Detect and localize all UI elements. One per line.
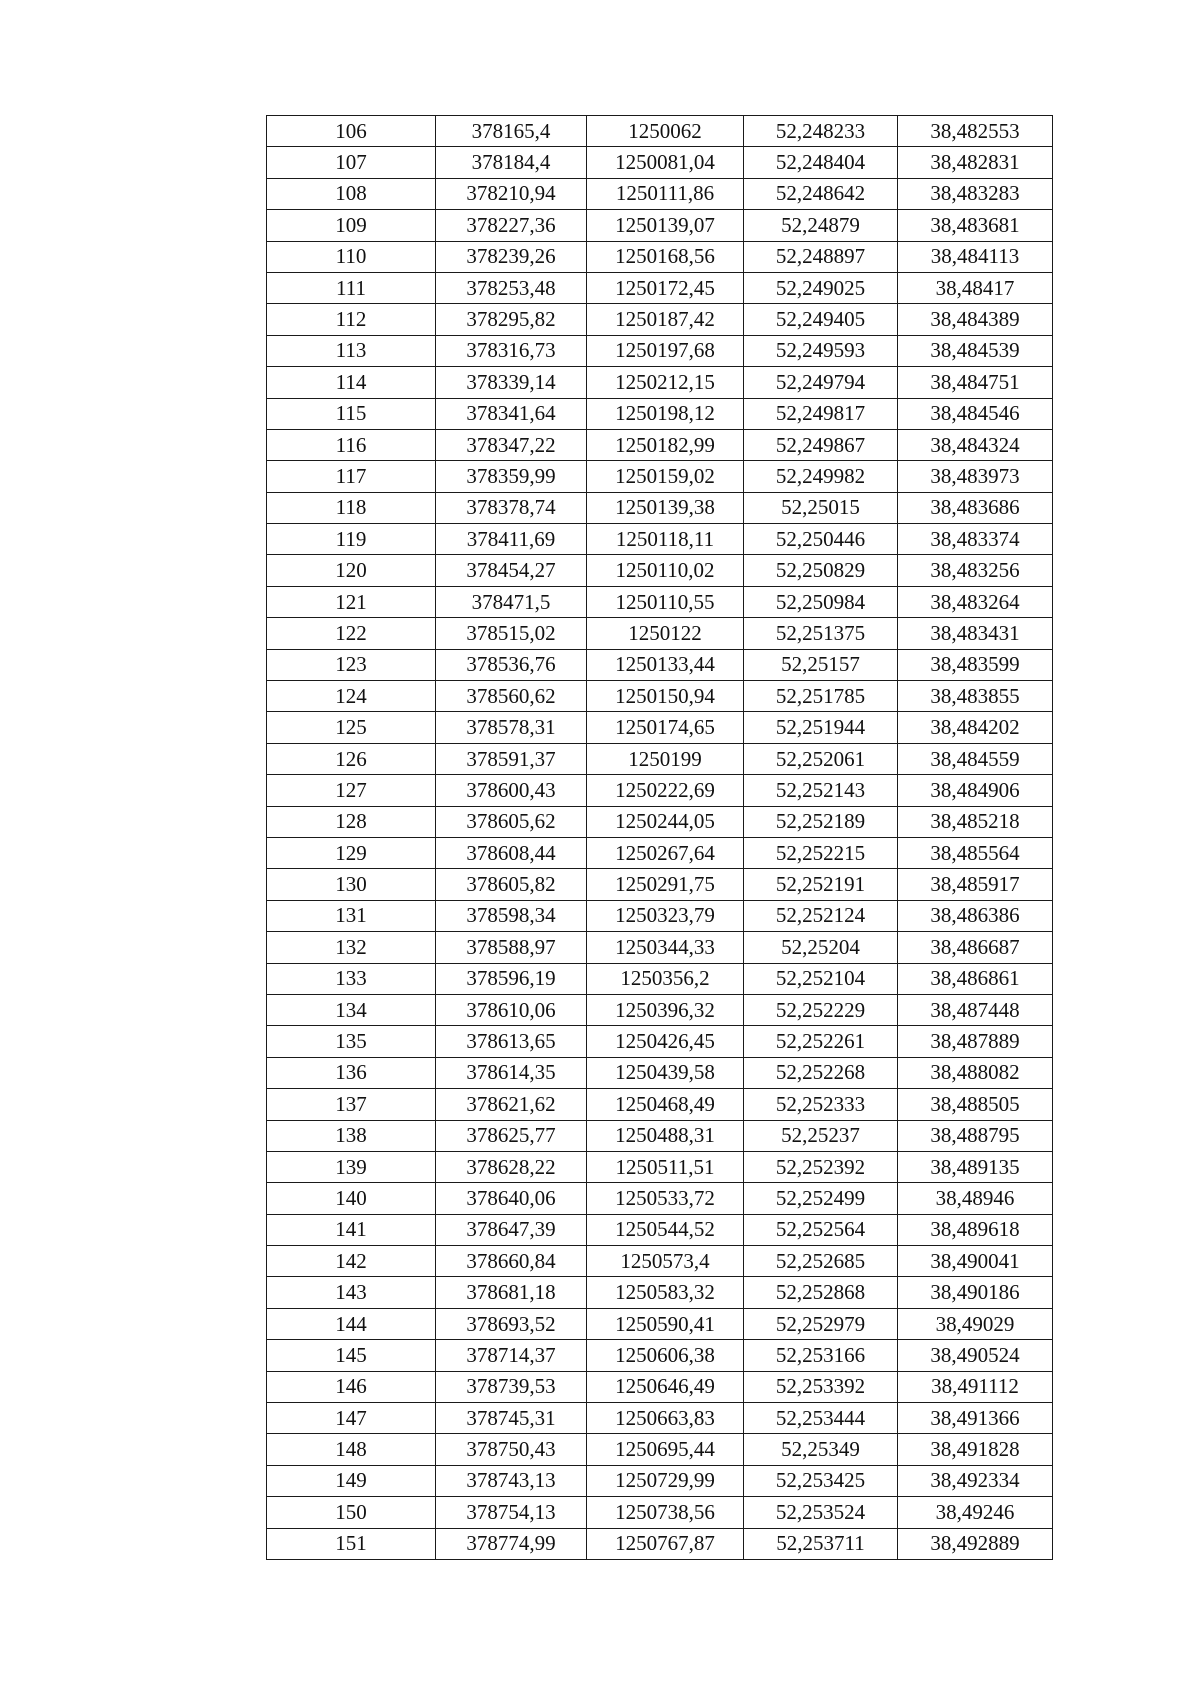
latitude-cell: 52,251944 xyxy=(744,712,898,743)
longitude-cell: 38,491112 xyxy=(898,1371,1053,1402)
point-number-cell: 132 xyxy=(267,932,436,963)
x-coordinate-cell: 378681,18 xyxy=(436,1277,587,1308)
table-row xyxy=(267,1120,1053,1151)
x-coordinate-cell: 378341,64 xyxy=(436,398,587,429)
latitude-cell: 52,252191 xyxy=(744,869,898,900)
longitude-cell: 38,482553 xyxy=(898,116,1053,147)
y-coordinate-cell: 1250199 xyxy=(587,743,744,774)
longitude-cell: 38,483599 xyxy=(898,649,1053,680)
longitude-cell: 38,484389 xyxy=(898,304,1053,335)
latitude-cell: 52,249025 xyxy=(744,272,898,303)
point-number-cell: 123 xyxy=(267,649,436,680)
latitude-cell: 52,252061 xyxy=(744,743,898,774)
x-coordinate-cell: 378210,94 xyxy=(436,178,587,209)
x-coordinate-cell: 378253,48 xyxy=(436,272,587,303)
y-coordinate-cell: 1250646,49 xyxy=(587,1371,744,1402)
latitude-cell: 52,252215 xyxy=(744,837,898,868)
table-row xyxy=(267,241,1053,272)
latitude-cell: 52,252868 xyxy=(744,1277,898,1308)
y-coordinate-cell: 1250439,58 xyxy=(587,1057,744,1088)
table-row xyxy=(267,1434,1053,1465)
point-number-cell: 116 xyxy=(267,429,436,460)
x-coordinate-cell: 378184,4 xyxy=(436,147,587,178)
table-row xyxy=(267,1308,1053,1339)
longitude-cell: 38,484324 xyxy=(898,429,1053,460)
table-row xyxy=(267,210,1053,241)
y-coordinate-cell: 1250583,32 xyxy=(587,1277,744,1308)
y-coordinate-cell: 1250182,99 xyxy=(587,429,744,460)
longitude-cell: 38,490186 xyxy=(898,1277,1053,1308)
coordinates-table xyxy=(266,115,1053,1560)
table-row xyxy=(267,1528,1053,1559)
point-number-cell: 128 xyxy=(267,806,436,837)
point-number-cell: 135 xyxy=(267,1026,436,1057)
longitude-cell: 38,491366 xyxy=(898,1403,1053,1434)
x-coordinate-cell: 378471,5 xyxy=(436,586,587,617)
point-number-cell: 134 xyxy=(267,994,436,1025)
y-coordinate-cell: 1250695,44 xyxy=(587,1434,744,1465)
longitude-cell: 38,482831 xyxy=(898,147,1053,178)
x-coordinate-cell: 378605,62 xyxy=(436,806,587,837)
point-number-cell: 121 xyxy=(267,586,436,617)
x-coordinate-cell: 378625,77 xyxy=(436,1120,587,1151)
table-row xyxy=(267,1089,1053,1120)
longitude-cell: 38,487889 xyxy=(898,1026,1053,1057)
longitude-cell: 38,485917 xyxy=(898,869,1053,900)
table-row xyxy=(267,304,1053,335)
longitude-cell: 38,484559 xyxy=(898,743,1053,774)
y-coordinate-cell: 1250323,79 xyxy=(587,900,744,931)
point-number-cell: 137 xyxy=(267,1089,436,1120)
table-row xyxy=(267,775,1053,806)
x-coordinate-cell: 378598,34 xyxy=(436,900,587,931)
table-row xyxy=(267,272,1053,303)
point-number-cell: 119 xyxy=(267,524,436,555)
point-number-cell: 108 xyxy=(267,178,436,209)
longitude-cell: 38,488795 xyxy=(898,1120,1053,1151)
point-number-cell: 114 xyxy=(267,367,436,398)
latitude-cell: 52,250446 xyxy=(744,524,898,555)
latitude-cell: 52,248404 xyxy=(744,147,898,178)
latitude-cell: 52,252499 xyxy=(744,1183,898,1214)
longitude-cell: 38,483374 xyxy=(898,524,1053,555)
point-number-cell: 141 xyxy=(267,1214,436,1245)
point-number-cell: 139 xyxy=(267,1151,436,1182)
longitude-cell: 38,486687 xyxy=(898,932,1053,963)
coordinates-table-body xyxy=(267,116,1053,1560)
x-coordinate-cell: 378411,69 xyxy=(436,524,587,555)
longitude-cell: 38,489618 xyxy=(898,1214,1053,1245)
longitude-cell: 38,485564 xyxy=(898,837,1053,868)
table-row xyxy=(267,1214,1053,1245)
table-row xyxy=(267,994,1053,1025)
table-row xyxy=(267,461,1053,492)
y-coordinate-cell: 1250062 xyxy=(587,116,744,147)
latitude-cell: 52,25157 xyxy=(744,649,898,680)
x-coordinate-cell: 378750,43 xyxy=(436,1434,587,1465)
latitude-cell: 52,252229 xyxy=(744,994,898,1025)
latitude-cell: 52,253711 xyxy=(744,1528,898,1559)
longitude-cell: 38,483264 xyxy=(898,586,1053,617)
latitude-cell: 52,252104 xyxy=(744,963,898,994)
latitude-cell: 52,25349 xyxy=(744,1434,898,1465)
table-row xyxy=(267,116,1053,147)
latitude-cell: 52,253166 xyxy=(744,1340,898,1371)
y-coordinate-cell: 1250168,56 xyxy=(587,241,744,272)
point-number-cell: 122 xyxy=(267,618,436,649)
longitude-cell: 38,483431 xyxy=(898,618,1053,649)
y-coordinate-cell: 1250212,15 xyxy=(587,367,744,398)
latitude-cell: 52,252189 xyxy=(744,806,898,837)
longitude-cell: 38,484906 xyxy=(898,775,1053,806)
longitude-cell: 38,490041 xyxy=(898,1246,1053,1277)
latitude-cell: 52,248642 xyxy=(744,178,898,209)
x-coordinate-cell: 378610,06 xyxy=(436,994,587,1025)
table-row xyxy=(267,932,1053,963)
x-coordinate-cell: 378693,52 xyxy=(436,1308,587,1339)
longitude-cell: 38,483973 xyxy=(898,461,1053,492)
y-coordinate-cell: 1250344,33 xyxy=(587,932,744,963)
point-number-cell: 142 xyxy=(267,1246,436,1277)
point-number-cell: 125 xyxy=(267,712,436,743)
latitude-cell: 52,25015 xyxy=(744,492,898,523)
longitude-cell: 38,49246 xyxy=(898,1497,1053,1528)
y-coordinate-cell: 1250118,11 xyxy=(587,524,744,555)
x-coordinate-cell: 378745,31 xyxy=(436,1403,587,1434)
y-coordinate-cell: 1250110,55 xyxy=(587,586,744,617)
y-coordinate-cell: 1250488,31 xyxy=(587,1120,744,1151)
x-coordinate-cell: 378660,84 xyxy=(436,1246,587,1277)
x-coordinate-cell: 378560,62 xyxy=(436,681,587,712)
latitude-cell: 52,251785 xyxy=(744,681,898,712)
x-coordinate-cell: 378588,97 xyxy=(436,932,587,963)
longitude-cell: 38,489135 xyxy=(898,1151,1053,1182)
y-coordinate-cell: 1250187,42 xyxy=(587,304,744,335)
x-coordinate-cell: 378647,39 xyxy=(436,1214,587,1245)
longitude-cell: 38,483855 xyxy=(898,681,1053,712)
table-row xyxy=(267,429,1053,460)
y-coordinate-cell: 1250111,86 xyxy=(587,178,744,209)
x-coordinate-cell: 378640,06 xyxy=(436,1183,587,1214)
latitude-cell: 52,252268 xyxy=(744,1057,898,1088)
x-coordinate-cell: 378743,13 xyxy=(436,1465,587,1496)
table-row xyxy=(267,963,1053,994)
table-row xyxy=(267,586,1053,617)
y-coordinate-cell: 1250197,68 xyxy=(587,335,744,366)
point-number-cell: 145 xyxy=(267,1340,436,1371)
longitude-cell: 38,485218 xyxy=(898,806,1053,837)
longitude-cell: 38,484539 xyxy=(898,335,1053,366)
y-coordinate-cell: 1250081,04 xyxy=(587,147,744,178)
x-coordinate-cell: 378591,37 xyxy=(436,743,587,774)
x-coordinate-cell: 378600,43 xyxy=(436,775,587,806)
longitude-cell: 38,483256 xyxy=(898,555,1053,586)
latitude-cell: 52,24879 xyxy=(744,210,898,241)
latitude-cell: 52,252143 xyxy=(744,775,898,806)
table-row xyxy=(267,1151,1053,1182)
point-number-cell: 127 xyxy=(267,775,436,806)
longitude-cell: 38,491828 xyxy=(898,1434,1053,1465)
x-coordinate-cell: 378347,22 xyxy=(436,429,587,460)
latitude-cell: 52,252979 xyxy=(744,1308,898,1339)
y-coordinate-cell: 1250159,02 xyxy=(587,461,744,492)
x-coordinate-cell: 378605,82 xyxy=(436,869,587,900)
point-number-cell: 150 xyxy=(267,1497,436,1528)
latitude-cell: 52,25237 xyxy=(744,1120,898,1151)
y-coordinate-cell: 1250133,44 xyxy=(587,649,744,680)
latitude-cell: 52,252685 xyxy=(744,1246,898,1277)
longitude-cell: 38,483283 xyxy=(898,178,1053,209)
table-row xyxy=(267,649,1053,680)
y-coordinate-cell: 1250150,94 xyxy=(587,681,744,712)
latitude-cell: 52,252392 xyxy=(744,1151,898,1182)
table-row xyxy=(267,681,1053,712)
table-row xyxy=(267,555,1053,586)
x-coordinate-cell: 378714,37 xyxy=(436,1340,587,1371)
y-coordinate-cell: 1250139,07 xyxy=(587,210,744,241)
longitude-cell: 38,484751 xyxy=(898,367,1053,398)
point-number-cell: 129 xyxy=(267,837,436,868)
point-number-cell: 124 xyxy=(267,681,436,712)
longitude-cell: 38,484113 xyxy=(898,241,1053,272)
point-number-cell: 148 xyxy=(267,1434,436,1465)
point-number-cell: 149 xyxy=(267,1465,436,1496)
latitude-cell: 52,248897 xyxy=(744,241,898,272)
point-number-cell: 138 xyxy=(267,1120,436,1151)
x-coordinate-cell: 378239,26 xyxy=(436,241,587,272)
y-coordinate-cell: 1250222,69 xyxy=(587,775,744,806)
table-row xyxy=(267,1371,1053,1402)
latitude-cell: 52,248233 xyxy=(744,116,898,147)
table-row xyxy=(267,492,1053,523)
x-coordinate-cell: 378339,14 xyxy=(436,367,587,398)
y-coordinate-cell: 1250606,38 xyxy=(587,1340,744,1371)
table-row xyxy=(267,618,1053,649)
x-coordinate-cell: 378316,73 xyxy=(436,335,587,366)
latitude-cell: 52,250829 xyxy=(744,555,898,586)
latitude-cell: 52,249593 xyxy=(744,335,898,366)
table-row xyxy=(267,1057,1053,1088)
longitude-cell: 38,487448 xyxy=(898,994,1053,1025)
longitude-cell: 38,483686 xyxy=(898,492,1053,523)
x-coordinate-cell: 378774,99 xyxy=(436,1528,587,1559)
y-coordinate-cell: 1250663,83 xyxy=(587,1403,744,1434)
longitude-cell: 38,492334 xyxy=(898,1465,1053,1496)
point-number-cell: 110 xyxy=(267,241,436,272)
table-row xyxy=(267,178,1053,209)
x-coordinate-cell: 378454,27 xyxy=(436,555,587,586)
latitude-cell: 52,249867 xyxy=(744,429,898,460)
y-coordinate-cell: 1250590,41 xyxy=(587,1308,744,1339)
x-coordinate-cell: 378515,02 xyxy=(436,618,587,649)
latitude-cell: 52,249405 xyxy=(744,304,898,335)
point-number-cell: 118 xyxy=(267,492,436,523)
table-row xyxy=(267,1340,1053,1371)
table-row xyxy=(267,1497,1053,1528)
longitude-cell: 38,488505 xyxy=(898,1089,1053,1120)
point-number-cell: 115 xyxy=(267,398,436,429)
longitude-cell: 38,48417 xyxy=(898,272,1053,303)
table-row xyxy=(267,1403,1053,1434)
x-coordinate-cell: 378596,19 xyxy=(436,963,587,994)
longitude-cell: 38,483681 xyxy=(898,210,1053,241)
latitude-cell: 52,249817 xyxy=(744,398,898,429)
table-row xyxy=(267,335,1053,366)
latitude-cell: 52,253524 xyxy=(744,1497,898,1528)
table-row xyxy=(267,1277,1053,1308)
point-number-cell: 146 xyxy=(267,1371,436,1402)
table-row xyxy=(267,837,1053,868)
y-coordinate-cell: 1250244,05 xyxy=(587,806,744,837)
latitude-cell: 52,249794 xyxy=(744,367,898,398)
point-number-cell: 131 xyxy=(267,900,436,931)
x-coordinate-cell: 378754,13 xyxy=(436,1497,587,1528)
latitude-cell: 52,252261 xyxy=(744,1026,898,1057)
point-number-cell: 126 xyxy=(267,743,436,774)
y-coordinate-cell: 1250122 xyxy=(587,618,744,649)
longitude-cell: 38,484202 xyxy=(898,712,1053,743)
y-coordinate-cell: 1250729,99 xyxy=(587,1465,744,1496)
table-row xyxy=(267,712,1053,743)
point-number-cell: 130 xyxy=(267,869,436,900)
y-coordinate-cell: 1250291,75 xyxy=(587,869,744,900)
table-row xyxy=(267,1183,1053,1214)
latitude-cell: 52,250984 xyxy=(744,586,898,617)
x-coordinate-cell: 378739,53 xyxy=(436,1371,587,1402)
latitude-cell: 52,252124 xyxy=(744,900,898,931)
table-row xyxy=(267,367,1053,398)
x-coordinate-cell: 378378,74 xyxy=(436,492,587,523)
longitude-cell: 38,490524 xyxy=(898,1340,1053,1371)
table-row xyxy=(267,1246,1053,1277)
y-coordinate-cell: 1250174,65 xyxy=(587,712,744,743)
y-coordinate-cell: 1250544,52 xyxy=(587,1214,744,1245)
table-row xyxy=(267,806,1053,837)
latitude-cell: 52,249982 xyxy=(744,461,898,492)
point-number-cell: 143 xyxy=(267,1277,436,1308)
longitude-cell: 38,484546 xyxy=(898,398,1053,429)
point-number-cell: 117 xyxy=(267,461,436,492)
x-coordinate-cell: 378578,31 xyxy=(436,712,587,743)
point-number-cell: 109 xyxy=(267,210,436,241)
longitude-cell: 38,486386 xyxy=(898,900,1053,931)
x-coordinate-cell: 378295,82 xyxy=(436,304,587,335)
latitude-cell: 52,253444 xyxy=(744,1403,898,1434)
latitude-cell: 52,252333 xyxy=(744,1089,898,1120)
latitude-cell: 52,25204 xyxy=(744,932,898,963)
point-number-cell: 111 xyxy=(267,272,436,303)
table-row xyxy=(267,1026,1053,1057)
y-coordinate-cell: 1250110,02 xyxy=(587,555,744,586)
x-coordinate-cell: 378613,65 xyxy=(436,1026,587,1057)
table-row xyxy=(267,743,1053,774)
latitude-cell: 52,252564 xyxy=(744,1214,898,1245)
longitude-cell: 38,49029 xyxy=(898,1308,1053,1339)
latitude-cell: 52,251375 xyxy=(744,618,898,649)
point-number-cell: 107 xyxy=(267,147,436,178)
point-number-cell: 140 xyxy=(267,1183,436,1214)
point-number-cell: 133 xyxy=(267,963,436,994)
point-number-cell: 120 xyxy=(267,555,436,586)
y-coordinate-cell: 1250139,38 xyxy=(587,492,744,523)
y-coordinate-cell: 1250468,49 xyxy=(587,1089,744,1120)
table-row xyxy=(267,398,1053,429)
x-coordinate-cell: 378608,44 xyxy=(436,837,587,868)
x-coordinate-cell: 378621,62 xyxy=(436,1089,587,1120)
point-number-cell: 144 xyxy=(267,1308,436,1339)
y-coordinate-cell: 1250511,51 xyxy=(587,1151,744,1182)
x-coordinate-cell: 378628,22 xyxy=(436,1151,587,1182)
latitude-cell: 52,253392 xyxy=(744,1371,898,1402)
point-number-cell: 147 xyxy=(267,1403,436,1434)
table-row xyxy=(267,524,1053,555)
point-number-cell: 106 xyxy=(267,116,436,147)
x-coordinate-cell: 378536,76 xyxy=(436,649,587,680)
x-coordinate-cell: 378165,4 xyxy=(436,116,587,147)
y-coordinate-cell: 1250267,64 xyxy=(587,837,744,868)
longitude-cell: 38,48946 xyxy=(898,1183,1053,1214)
table-row xyxy=(267,1465,1053,1496)
y-coordinate-cell: 1250738,56 xyxy=(587,1497,744,1528)
y-coordinate-cell: 1250396,32 xyxy=(587,994,744,1025)
y-coordinate-cell: 1250172,45 xyxy=(587,272,744,303)
x-coordinate-cell: 378227,36 xyxy=(436,210,587,241)
table-row xyxy=(267,147,1053,178)
longitude-cell: 38,486861 xyxy=(898,963,1053,994)
y-coordinate-cell: 1250198,12 xyxy=(587,398,744,429)
y-coordinate-cell: 1250356,2 xyxy=(587,963,744,994)
y-coordinate-cell: 1250533,72 xyxy=(587,1183,744,1214)
y-coordinate-cell: 1250426,45 xyxy=(587,1026,744,1057)
point-number-cell: 112 xyxy=(267,304,436,335)
x-coordinate-cell: 378614,35 xyxy=(436,1057,587,1088)
table-row xyxy=(267,869,1053,900)
point-number-cell: 136 xyxy=(267,1057,436,1088)
longitude-cell: 38,488082 xyxy=(898,1057,1053,1088)
y-coordinate-cell: 1250573,4 xyxy=(587,1246,744,1277)
point-number-cell: 151 xyxy=(267,1528,436,1559)
y-coordinate-cell: 1250767,87 xyxy=(587,1528,744,1559)
table-row xyxy=(267,900,1053,931)
longitude-cell: 38,492889 xyxy=(898,1528,1053,1559)
point-number-cell: 113 xyxy=(267,335,436,366)
latitude-cell: 52,253425 xyxy=(744,1465,898,1496)
x-coordinate-cell: 378359,99 xyxy=(436,461,587,492)
